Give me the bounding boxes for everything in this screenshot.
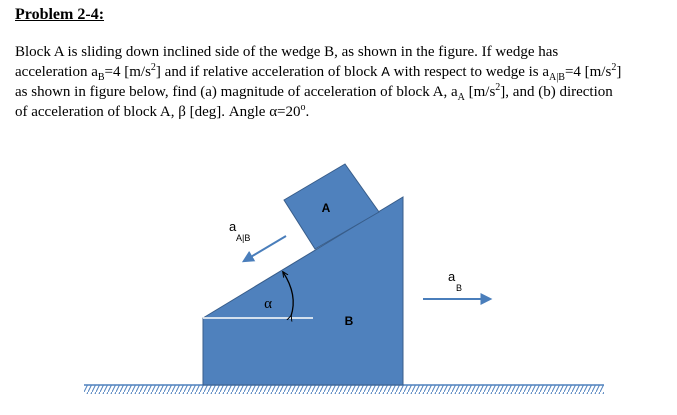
- statement-text: [m/s: [464, 84, 496, 100]
- wedge-accel-label-sub: B: [456, 283, 463, 293]
- statement-text: ]: [616, 64, 622, 80]
- relative-accel-label-main: a: [229, 219, 237, 234]
- statement-text: acceleration a: [15, 64, 98, 80]
- subscript: B: [97, 72, 105, 83]
- superscript: o: [300, 102, 306, 113]
- superscript: 2: [611, 62, 617, 73]
- statement-text: .: [305, 104, 310, 120]
- statement-text: with respect to wedge is a: [389, 64, 550, 80]
- block-a-label: A: [321, 201, 331, 215]
- statement-text: =4 [m/s: [104, 64, 151, 80]
- block-a-inline: A: [381, 64, 390, 79]
- superscript: 2: [150, 62, 156, 73]
- statement-text: ] and if relative acceleration of block: [155, 64, 382, 80]
- superscript: 2: [495, 82, 501, 93]
- subscript: A: [457, 92, 465, 103]
- wedge-accel-label-main: a: [448, 269, 456, 284]
- relative-accel-label-sub: A|B: [236, 233, 251, 243]
- alpha-label: α: [264, 296, 272, 312]
- subscript: A|B: [549, 72, 565, 83]
- wedge-b-label: B: [344, 314, 354, 328]
- statement-text: of acceleration of block A, β [deg]. Angle α=20: [15, 104, 301, 120]
- statement-text: =4 [m/s: [564, 64, 612, 80]
- ground-hatch: [84, 385, 604, 394]
- problem-title: Problem 2-4:: [15, 6, 105, 23]
- statement-line-1-text: Block A is sliding down inclined side of the wedge B, as shown in the figure. If wedge has: [15, 44, 559, 60]
- statement-text: ], and (b) direction: [500, 84, 613, 100]
- statement-text: as shown in figure below, find (a) magnitude of acceleration of block A, a: [15, 84, 458, 100]
